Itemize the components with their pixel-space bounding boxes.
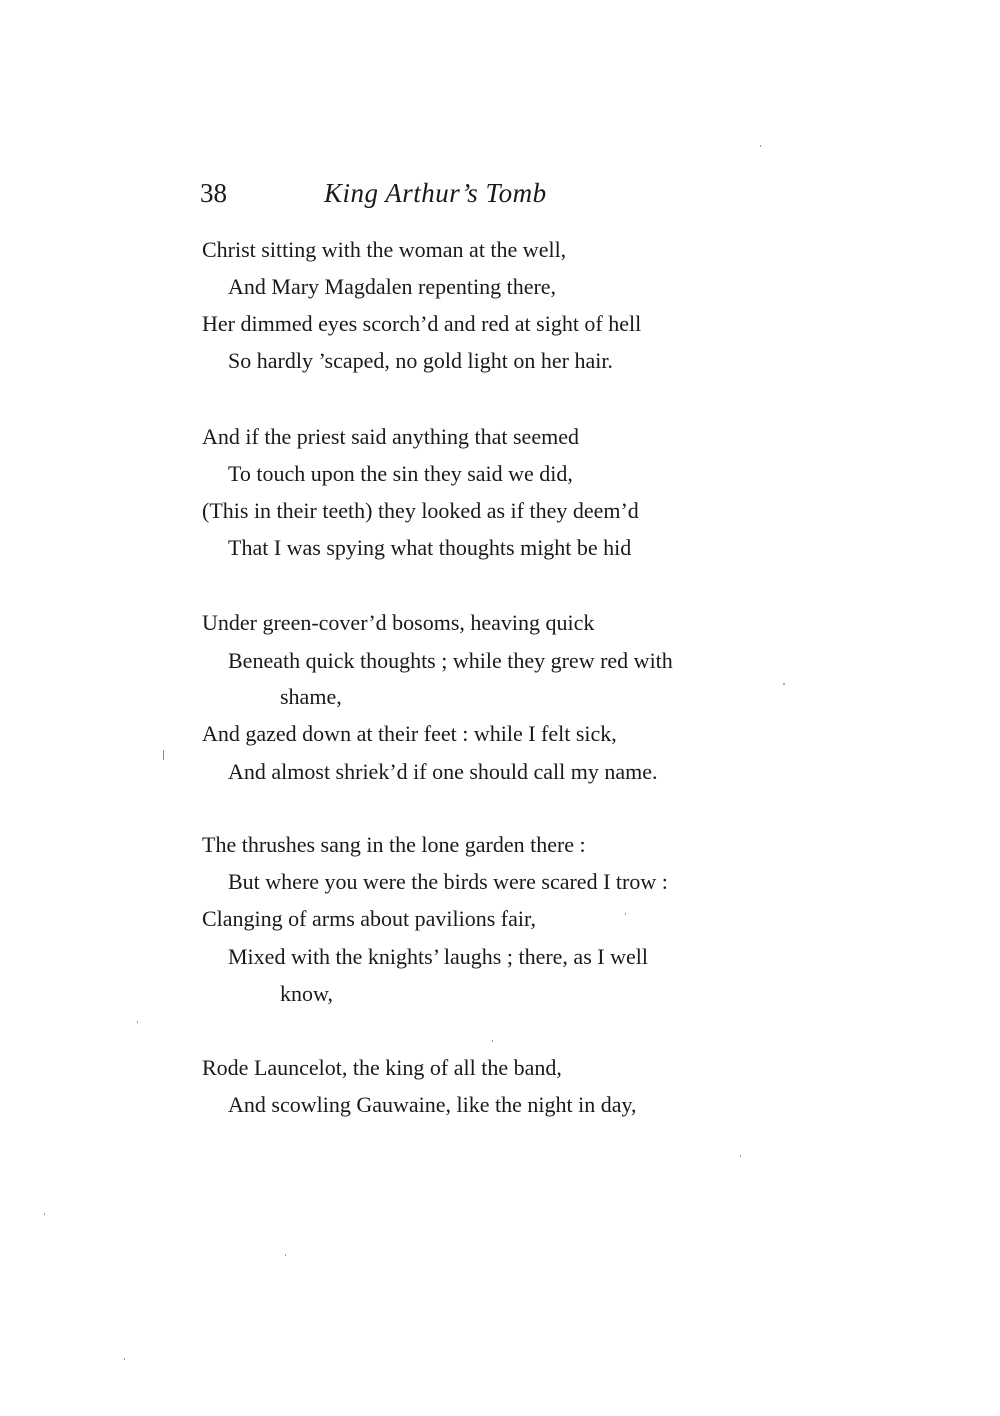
poem-line: know, — [280, 981, 333, 1006]
poem-line: (This in their teeth) they looked as if they deem’d — [202, 498, 639, 523]
poem-line: shame, — [280, 684, 342, 709]
poem-line: That I was spying what thoughts might be hid — [228, 535, 632, 560]
poem-line: And if the priest said anything that seemed — [202, 424, 579, 449]
poem-line: But where you were the birds were scared I trow : — [228, 869, 668, 894]
running-title: King Arthur’s Tomb — [324, 178, 547, 208]
poem-line: And almost shriek’d if one should call my name. — [228, 759, 658, 784]
scan-speck — [285, 1254, 286, 1256]
poem-line: Christ sitting with the woman at the well, — [202, 237, 567, 262]
scan-speck — [124, 1358, 125, 1360]
poem-line: Under green-cover’d bosoms, heaving quick — [202, 610, 595, 635]
poem-line: Clanging of arms about pavilions fair, — [202, 906, 536, 931]
poem-line: So hardly ’scaped, no gold light on her hair. — [228, 348, 613, 373]
poem-line: And scowling Gauwaine, like the night in day, — [228, 1092, 637, 1117]
poem-line: Beneath quick thoughts ; while they grew red with — [228, 648, 673, 673]
poem-line: To touch upon the sin they said we did, — [228, 461, 573, 486]
poem-line: And gazed down at their feet : while I felt sick, — [202, 721, 617, 746]
poem-line: Rode Launcelot, the king of all the band, — [202, 1055, 562, 1080]
scan-speck — [625, 913, 626, 915]
scan-speck — [740, 1155, 741, 1157]
page-number: 38 — [200, 178, 227, 208]
page-header — [200, 178, 760, 218]
scan-speck — [163, 750, 164, 760]
poem-line: Her dimmed eyes scorch’d and red at sight of hell — [202, 311, 642, 336]
scan-speck — [783, 683, 785, 685]
poem-line: And Mary Magdalen repenting there, — [228, 274, 557, 299]
poem-line: Mixed with the knights’ laughs ; there, as I well — [228, 944, 648, 969]
scan-speck — [44, 1213, 45, 1215]
poem-line: The thrushes sang in the lone garden there : — [202, 832, 586, 857]
scan-speck — [760, 145, 761, 147]
scan-speck — [492, 1040, 493, 1042]
scan-speck — [137, 1021, 138, 1023]
